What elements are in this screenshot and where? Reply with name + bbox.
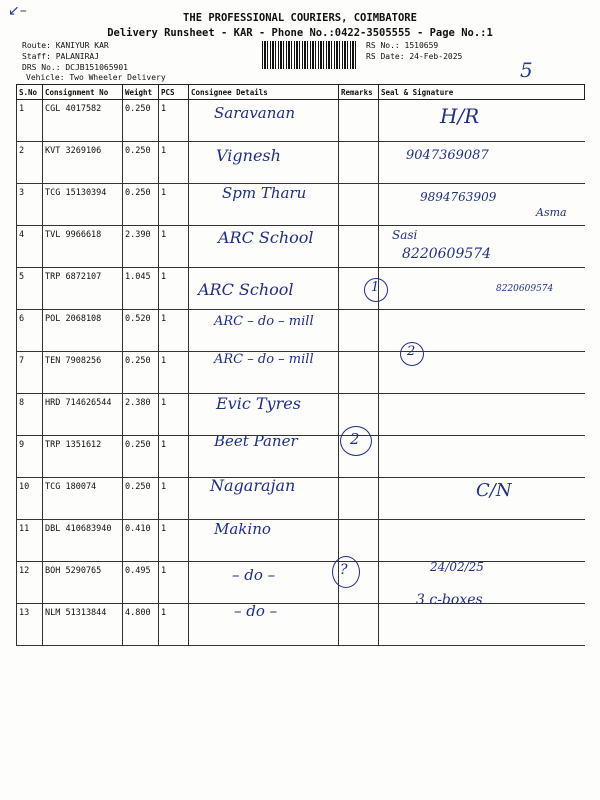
route-text: Route: KANIYUR KAR [22, 41, 109, 50]
cell-pcs: 1 [159, 310, 189, 352]
cell-consignment: DBL 410683940 [43, 520, 123, 562]
cell-remarks [339, 478, 379, 520]
cell-signature [379, 520, 585, 562]
company-title: THE PROFESSIONAL COURIERS, COIMBATORE [183, 12, 417, 24]
cell-signature [379, 604, 585, 646]
runsheet-subtitle: Delivery Runsheet - KAR - Phone No.:0422-3505555 - Page No.:1 [107, 27, 493, 39]
cell-pcs: 1 [159, 604, 189, 646]
hw-name-10: Nagarajan [210, 476, 296, 495]
cell-remarks [339, 142, 379, 184]
cell-consignment: TCG 180074 [43, 478, 123, 520]
rs-number: RS No.: 1510659 [366, 41, 439, 50]
cell-weight: 0.250 [123, 142, 159, 184]
circle-label-4: ? [340, 562, 348, 578]
cell-sno: 11 [17, 520, 43, 562]
cell-weight: 2.380 [123, 394, 159, 436]
barcode [262, 41, 358, 69]
cell-weight: 0.250 [123, 100, 159, 142]
cell-sno: 7 [17, 352, 43, 394]
cell-sno: 4 [17, 226, 43, 268]
cell-remarks [339, 100, 379, 142]
hw-sign-2: 9047369087 [406, 148, 489, 163]
cell-weight: 4.800 [123, 604, 159, 646]
col-sno: S.No [17, 85, 43, 100]
cell-signature [379, 100, 585, 142]
hw-name-9: Beet Paner [214, 432, 298, 450]
cell-remarks [339, 352, 379, 394]
col-consignee: Consignee Details [189, 85, 339, 100]
hw-name-5: ARC School [198, 280, 294, 299]
cell-pcs: 1 [159, 562, 189, 604]
page-mark: 5 [520, 58, 533, 82]
col-pcs: PCS [159, 85, 189, 100]
table-header [17, 85, 585, 100]
table-row [17, 604, 585, 646]
hw-name-7: ARC – do – mill [214, 352, 314, 367]
cell-weight: 0.410 [123, 520, 159, 562]
hw-name-1: Saravanan [214, 104, 296, 122]
cell-consignment: TEN 7908256 [43, 352, 123, 394]
cell-signature [379, 394, 585, 436]
cell-remarks [339, 226, 379, 268]
cell-sno: 6 [17, 310, 43, 352]
hw-name-3: Spm Tharu [222, 184, 307, 202]
cell-sno: 10 [17, 478, 43, 520]
drs-number: DRS No.: DCJB151065901 [22, 63, 128, 72]
cell-weight: 1.045 [123, 268, 159, 310]
cell-pcs: 1 [159, 520, 189, 562]
table-row [17, 100, 585, 142]
cell-weight: 0.250 [123, 478, 159, 520]
cell-sno: 13 [17, 604, 43, 646]
hw-sign-3: 9894763909 [420, 190, 497, 204]
cell-weight: 0.495 [123, 562, 159, 604]
cell-consignment: CGL 4017582 [43, 100, 123, 142]
cell-consignment: POL 2068108 [43, 310, 123, 352]
cell-consignment: TRP 6872107 [43, 268, 123, 310]
cell-pcs: 1 [159, 142, 189, 184]
hw-sign-1: H/R [440, 104, 480, 128]
circle-label-3: 2 [350, 430, 360, 448]
staff-text: Staff: PALANIRAJ [22, 52, 100, 61]
cell-pcs: 1 [159, 352, 189, 394]
top-scribble: ↙– [8, 3, 27, 19]
cell-signature [379, 268, 585, 310]
cell-consignment: HRD 714626544 [43, 394, 123, 436]
cell-signature [379, 436, 585, 478]
cell-pcs: 1 [159, 478, 189, 520]
cell-sno: 8 [17, 394, 43, 436]
col-remarks: Remarks [339, 85, 379, 100]
col-consignment: Consignment No [43, 85, 123, 100]
circle-label-1: 1 [371, 280, 380, 295]
hw-sign-3b: Asma [536, 206, 567, 219]
cell-consignment: TVL 9966618 [43, 226, 123, 268]
cell-pcs: 1 [159, 100, 189, 142]
cell-weight: 0.250 [123, 352, 159, 394]
cell-sno: 9 [17, 436, 43, 478]
hw-sign-4a: Sasi [392, 228, 418, 242]
cell-weight: 0.520 [123, 310, 159, 352]
hw-name-8: Evic Tyres [216, 394, 301, 413]
table-row [17, 142, 585, 184]
cell-sno: 5 [17, 268, 43, 310]
cell-weight: 0.250 [123, 184, 159, 226]
cell-consignment: TRP 1351612 [43, 436, 123, 478]
circle-label-2: 2 [407, 344, 416, 359]
cell-consignment: BOH 5290765 [43, 562, 123, 604]
hw-sign-4b: 8220609574 [402, 246, 492, 262]
cell-consignment: KVT 3269106 [43, 142, 123, 184]
cell-pcs: 1 [159, 184, 189, 226]
cell-remarks [339, 184, 379, 226]
hw-sign-13: 3 c-boxes [416, 592, 483, 608]
cell-sno: 1 [17, 100, 43, 142]
cell-consignment: TCG 15130394 [43, 184, 123, 226]
table-row [17, 562, 585, 604]
cell-sno: 2 [17, 142, 43, 184]
cell-pcs: 1 [159, 226, 189, 268]
cell-pcs: 1 [159, 436, 189, 478]
hw-name-4: ARC School [218, 228, 314, 247]
col-weight: Weight [123, 85, 159, 100]
hw-name-12: – do – [232, 566, 276, 584]
cell-pcs: 1 [159, 268, 189, 310]
cell-remarks [339, 310, 379, 352]
cell-remarks [339, 604, 379, 646]
hw-name-11: Makino [214, 520, 271, 538]
rs-date: RS Date: 24-Feb-2025 [366, 52, 463, 61]
hw-sign-5: 8220609574 [496, 284, 554, 294]
hw-name-6: ARC – do – mill [214, 314, 314, 329]
cell-consignment: NLM 51313844 [43, 604, 123, 646]
hw-sign-12: 24/02/25 [430, 560, 484, 574]
hw-sign-10: C/N [476, 480, 512, 501]
hw-name-13: – do – [234, 602, 278, 620]
cell-sno: 3 [17, 184, 43, 226]
table-row [17, 520, 585, 562]
col-signature: Seal & Signature [379, 85, 585, 100]
cell-weight: 2.390 [123, 226, 159, 268]
table-row [17, 436, 585, 478]
vehicle-text: Vehicle: Two Wheeler Delivery [26, 73, 166, 82]
cell-pcs: 1 [159, 394, 189, 436]
cell-weight: 0.250 [123, 436, 159, 478]
cell-sno: 12 [17, 562, 43, 604]
hw-name-2: Vignesh [216, 146, 281, 165]
